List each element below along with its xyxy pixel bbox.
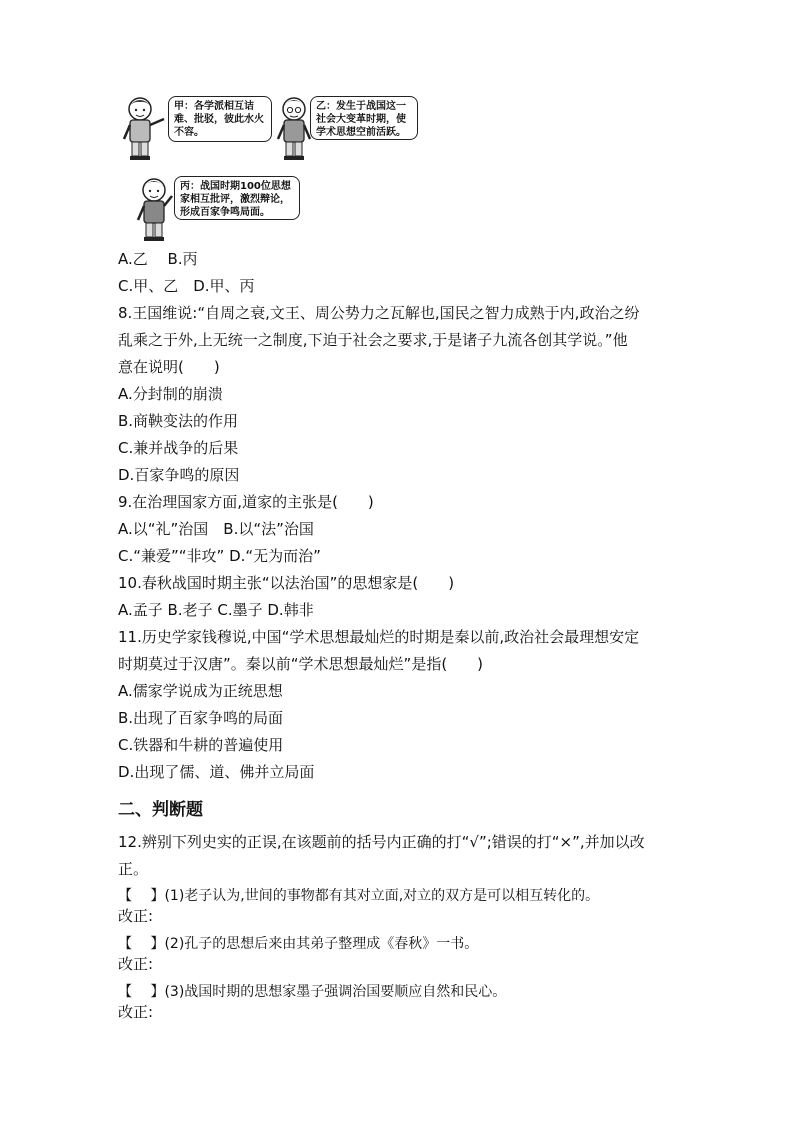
q12-stem-line2: 正。 — [118, 860, 149, 878]
q8-option-d: D.百家争鸣的原因 — [118, 466, 240, 484]
q11-stem-line2: 时期莫过于汉唐”。秦以前“学术思想最灿烂”是指( ) — [118, 655, 484, 673]
q9-options-row2: C.“兼爱”“非攻” D.“无为而治” — [118, 547, 321, 565]
q8-stem-line2: 乱乘之于外,上无统一之制度,下迫于社会之要求,于是诸子九流各创其学说。”他 — [118, 331, 628, 349]
section-heading-judgment: 二、判断题 — [118, 800, 203, 820]
q8-option-a: A.分封制的崩溃 — [118, 385, 223, 403]
q12-item-2-correction: 改正: — [118, 955, 154, 973]
student-jia-figure — [120, 95, 172, 161]
q7-options-row2: C.甲、乙 D.甲、丙 — [118, 277, 255, 295]
q12-item-3: 【 】(3)战国时期的思想家墨子强调治国要顺应自然和民心。 — [118, 984, 507, 1000]
q11-option-d: D.出现了儒、道、佛并立局面 — [118, 763, 315, 781]
q12-item-1-correction: 改正: — [118, 907, 154, 925]
q12-item-1: 【 】(1)老子认为,世间的事物都有其对立面,对立的双方是可以相互转化的。 — [118, 888, 600, 904]
q7-options-row1: A.乙 B.丙 — [118, 250, 198, 268]
q10-options: A.孟子 B.老子 C.墨子 D.韩非 — [118, 601, 314, 619]
q11-option-c: C.铁器和牛耕的普遍使用 — [118, 736, 284, 754]
q12-item-3-correction: 改正: — [118, 1003, 154, 1021]
q11-option-a: A.儒家学说成为正统思想 — [118, 682, 283, 700]
speech-bubble-jia: 甲：各学派相互诘难、批驳，彼此水火不容。 — [168, 96, 272, 142]
q11-option-b: B.出现了百家争鸣的局面 — [118, 709, 284, 727]
q12-stem-line1: 12.辨别下列史实的正误,在该题前的括号内正确的打“√”;错误的打“×”,并加以改 — [118, 833, 645, 851]
q9-options-row1: A.以“礼”治国 B.以“法”治国 — [118, 520, 314, 538]
q10-stem: 10.春秋战国时期主张“以法治国”的思想家是( ) — [118, 574, 455, 592]
q8-option-c: C.兼并战争的后果 — [118, 439, 239, 457]
speech-bubble-yi: 乙：发生于战国这一社会大变革时期，使学术思想空前活跃。 — [310, 96, 418, 140]
q8-option-b: B.商鞅变法的作用 — [118, 412, 239, 430]
speech-bubble-bing: 丙：战国时期100位思想家相互批评，激烈辩论，形成百家争鸣局面。 — [174, 176, 300, 220]
q8-stem-line1: 8.王国维说:“自周之衰,文王、周公势力之瓦解也,国民之智力成熟于内,政治之纷 — [118, 304, 640, 322]
q12-item-2: 【 】(2)孔子的思想后来由其弟子整理成《春秋》一书。 — [118, 936, 479, 952]
student-bing-figure — [132, 176, 178, 242]
q11-stem-line1: 11.历史学家钱穆说,中国“学术思想最灿烂的时期是秦以前,政治社会最理想安定 — [118, 628, 640, 646]
q8-stem-line3: 意在说明( ) — [118, 358, 220, 376]
q9-stem: 9.在治理国家方面,道家的主张是( ) — [118, 493, 374, 511]
